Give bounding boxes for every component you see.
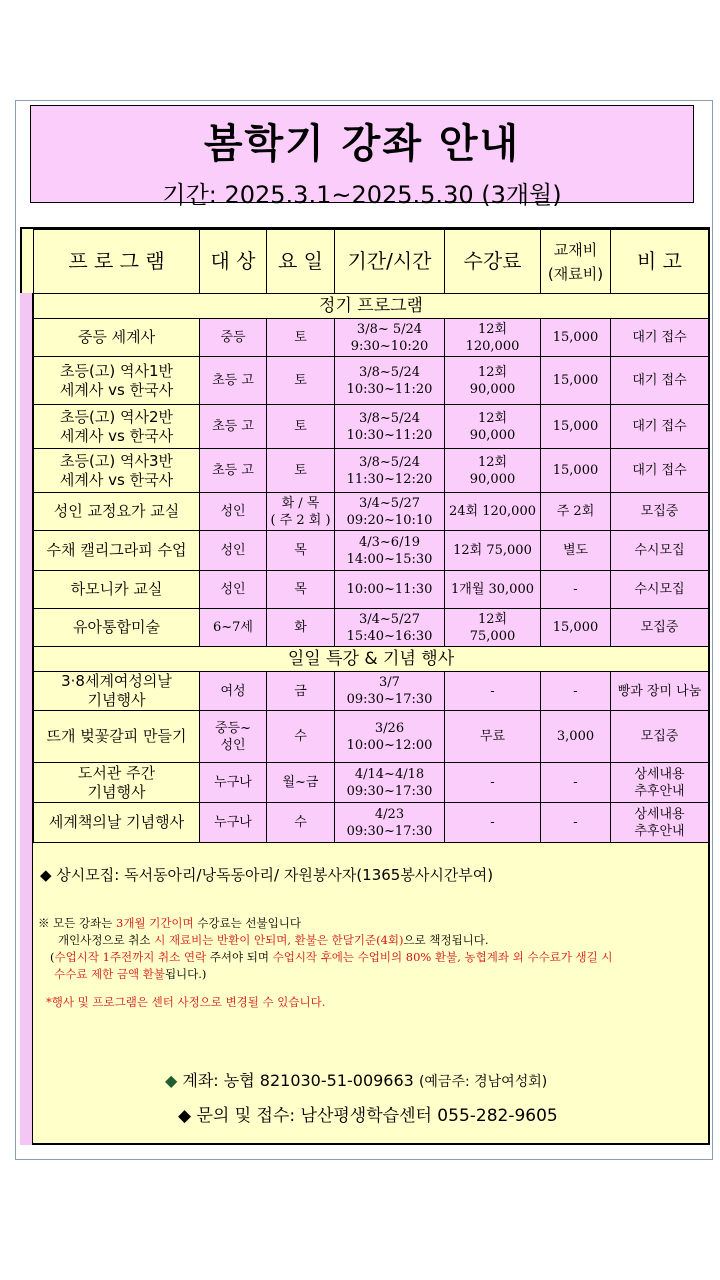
fee-cell-line: 24회 120,000 [449,504,536,519]
fee-cell [445,609,541,647]
contact-label: 문의 및 접수: 남산평생학습센터 055-282-9605 [191,1106,558,1126]
day-cell-line: 월~금 [282,775,319,790]
fee-cell [445,672,541,711]
target-cell-line: 성인 [220,737,246,753]
note-line-4: 수수료 제한 금액 환불됩니다.) [54,967,207,981]
program-name-line: 뜨개 벚꽃갈피 만들기 [46,727,187,745]
note-cell [611,319,709,357]
program-name-line: 세계책의날 기념행사 [48,813,185,831]
fee-cell-line: 무료 [479,729,506,744]
material-cell: - [541,571,611,609]
col-fee: 수강료 [445,230,541,294]
day-cell [267,493,335,531]
target-cell [200,803,267,843]
note-cell [611,449,709,493]
material-cell: 15,000 [541,357,611,405]
day-cell-line: 금 [294,683,307,699]
fee-cell [445,319,541,357]
col-material-line2: (재료비) [547,264,604,283]
note-cell [611,711,709,763]
time-cell-line: 3/26 [374,720,405,736]
col-note: 비 고 [611,230,709,294]
program-name-line: 수채 캘리그라피 수업 [46,541,187,559]
time-cell [335,609,445,647]
program-name-line: 세계사 vs 한국사 [59,426,174,445]
time-cell [335,672,445,711]
target-cell-line: 중등~ [214,720,251,736]
note-cell-line: 상세내용 [634,806,685,822]
fee-cell-line: 12회 75,000 [453,543,532,558]
day-cell-line: 토 [294,373,307,388]
note-cell-line: 모집중 [640,620,679,635]
program-name [34,493,200,531]
target-cell-line: 성인 [220,504,246,519]
day-cell-line: 수 [294,815,307,830]
table-row [34,449,709,493]
program-name [34,571,200,609]
note-cell-line: 대기 접수 [632,330,687,345]
time-cell-line: 11:30~12:20 [346,471,433,487]
target-cell [200,763,267,803]
table-row [34,493,709,531]
recruit-notice: ◆ 상시모집: 독서동아리/낭독동아리/ 자원봉사자(1365봉사시간부여) [40,866,494,884]
material-cell: - [541,763,611,803]
target-cell-line: 초등 고 [212,373,254,388]
target-cell-line: 초등 고 [212,463,254,478]
note-cell [611,672,709,711]
target-cell [200,405,267,449]
program-name [34,803,200,843]
bank-account [165,1068,547,1091]
note-cell [611,531,709,571]
fee-cell-line: 90,000 [469,381,516,397]
day-cell-line: 화 [294,620,307,635]
program-name-line: 유아통합미술 [73,618,160,636]
fee-cell-line: 12회 [477,611,508,627]
program-name [34,357,200,405]
material-cell: - [541,672,611,711]
fee-cell [445,357,541,405]
time-cell [335,357,445,405]
time-cell [335,531,445,571]
note-cell-line: 수시모집 [634,543,685,558]
material-cell: 15,000 [541,449,611,493]
day-cell [267,449,335,493]
time-cell [335,763,445,803]
program-name [34,449,200,493]
table-row [34,803,709,843]
day-cell [267,763,335,803]
day-cell-line: 토 [294,463,307,478]
material-cell: 15,000 [541,405,611,449]
diamond-icon: ◆ [178,1106,192,1126]
program-name [34,531,200,571]
target-cell [200,319,267,357]
time-cell [335,571,445,609]
note-cell-line: 모집중 [640,729,679,744]
fee-cell-line: 90,000 [469,427,516,443]
table-row [34,357,709,405]
time-cell-line: 3/8~5/24 [358,364,420,380]
time-cell-line: 10:00~12:00 [346,737,433,753]
note-cell-line: 모집중 [640,504,679,519]
program-name-line: 도서관 주간 [77,763,156,782]
fee-cell [445,803,541,843]
course-table [33,229,709,843]
section-row-special [34,647,709,672]
note-line-3: (수업시작 1주전까지 취소 연락 주셔야 되며 수업시작 후에는 수업비의 80% 환불, 농협계좌 외 수수료가 생길 시 [50,950,613,964]
time-cell-line: 10:00~11:30 [346,582,433,597]
material-cell: 별도 [541,531,611,571]
fee-cell-line: 1개월 30,000 [450,582,534,597]
day-cell-line: 목 [294,543,307,558]
program-name [34,711,200,763]
day-cell-line: 토 [294,330,307,345]
day-cell [267,672,335,711]
program-name-line: 초등(고) 역사1반 [60,361,173,380]
fee-cell-line: - [490,683,495,699]
note-cell [611,405,709,449]
program-name-line: 기념행사 [87,782,146,801]
material-cell: - [541,803,611,843]
note-line-1: ※ 모든 강좌는 3개월 기간이며 수강료는 선불입니다 [38,916,301,930]
time-cell-line: 3/8~5/24 [358,410,420,426]
target-cell [200,672,267,711]
time-cell-line: 9:30~10:20 [350,338,429,354]
material-cell: 주 2회 [541,493,611,531]
fee-cell [445,449,541,493]
day-cell-line: 수 [294,729,307,744]
section-regular-label: 정기 프로그램 [34,294,709,319]
fee-cell-line: - [490,815,495,830]
target-cell [200,571,267,609]
col-day: 요 일 [267,230,335,294]
target-cell-line: 누구나 [214,775,252,790]
fee-cell-line: 75,000 [469,628,516,644]
col-material [541,230,611,294]
target-cell-line: 누구나 [214,815,252,830]
target-cell [200,449,267,493]
program-name [34,609,200,647]
target-cell-line: 중등 [220,330,246,345]
time-cell-line: 3/8~5/24 [358,454,420,470]
policy-notes [38,915,698,983]
day-cell [267,531,335,571]
table-row [34,609,709,647]
fee-cell-line: 12회 [477,321,508,337]
day-cell-line: 토 [294,419,307,434]
fee-cell-line: 12회 [477,454,508,470]
time-cell-line: 09:30~17:30 [346,783,433,799]
material-cell: 3,000 [541,711,611,763]
table-row [34,531,709,571]
fee-cell [445,711,541,763]
target-cell-line: 성인 [220,582,246,597]
day-cell [267,405,335,449]
time-cell-line: 09:30~17:30 [346,823,433,839]
note-cell-line: 추후안내 [634,823,685,839]
time-cell-line: 15:40~16:30 [346,628,433,644]
time-cell-line: 10:30~11:20 [346,427,433,443]
table-row [34,405,709,449]
title-banner [30,105,694,209]
time-cell-line: 4/3~6/19 [358,534,420,550]
program-name-line: 기념행사 [87,691,146,709]
day-cell-line: 목 [294,582,307,597]
time-cell [335,319,445,357]
col-material-line1: 교재비 [553,240,598,259]
col-target: 대 상 [200,230,267,294]
note-cell-line: 추후안내 [634,783,685,799]
fee-cell [445,763,541,803]
time-cell-line: 3/4~5/27 [358,495,420,511]
col-period-time: 기간/시간 [335,230,445,294]
fee-cell [445,493,541,531]
fee-cell-line: 12회 [477,410,508,426]
program-name-line: 세계사 vs 한국사 [59,470,174,489]
time-cell [335,449,445,493]
program-name [34,763,200,803]
fee-cell-line: 120,000 [465,338,520,354]
target-cell-line: 6~7세 [213,620,253,635]
fee-cell-line: 90,000 [469,471,516,487]
section-row-regular [34,294,709,319]
note-cell-line: 대기 접수 [632,373,687,388]
time-cell [335,493,445,531]
fee-cell-line: - [490,775,495,790]
program-name-line: 성인 교정요가 교실 [53,502,180,520]
program-name-line: 세계사 vs 한국사 [59,380,174,399]
day-cell [267,711,335,763]
note-cell [611,763,709,803]
note-cell-line: 대기 접수 [632,463,687,478]
diamond-icon: ◆ [165,1071,178,1090]
program-name [34,672,200,711]
table-row [34,571,709,609]
fee-cell [445,571,541,609]
material-cell: 15,000 [541,609,611,647]
contact-info [178,1101,558,1126]
section-special-label: 일일 특강 & 기념 행사 [34,647,709,672]
time-cell-line: 09:20~10:10 [346,512,433,528]
time-cell [335,405,445,449]
time-cell-line: 3/4~5/27 [358,611,420,627]
table-row [34,672,709,711]
fee-cell-line: 12회 [477,364,508,380]
time-cell-line: 3/7 [379,675,400,690]
note-cell [611,609,709,647]
target-cell [200,493,267,531]
table-row [34,319,709,357]
day-cell [267,357,335,405]
program-name [34,405,200,449]
target-cell [200,609,267,647]
note-cell-line: 수시모집 [634,582,685,597]
target-cell [200,357,267,405]
fee-cell [445,531,541,571]
col-program: 프 로 그 램 [34,230,200,294]
time-cell-line: 4/14~4/18 [354,766,425,782]
day-cell [267,609,335,647]
note-cell-line: 빵과 장미 나눔 [617,683,702,699]
day-cell [267,803,335,843]
note-cell [611,571,709,609]
time-cell-line: 3/8~ 5/24 [356,321,423,337]
table-header-row [34,230,709,294]
table-row [34,763,709,803]
account-label: 계좌: 농협 821030-51-009663 [177,1071,419,1090]
target-cell [200,531,267,571]
target-cell [200,711,267,763]
program-name-line: 하모니카 교실 [70,580,163,598]
time-cell-line: 10:30~11:20 [346,381,433,397]
day-cell [267,319,335,357]
target-cell-line: 여성 [220,683,246,699]
program-name-line: 초등(고) 역사2반 [60,407,173,426]
program-name-line: 3·8세계여성의날 [61,672,172,690]
note-cell [611,357,709,405]
target-cell-line: 초등 고 [212,419,254,434]
time-cell-line: 09:30~17:30 [346,692,433,707]
time-cell [335,803,445,843]
time-cell-line: 14:00~15:30 [346,551,433,567]
note-cell [611,493,709,531]
left-accent-bar [20,293,33,1145]
program-name-line: 초등(고) 역사3반 [60,451,173,470]
note-cell-line: 상세내용 [634,766,685,782]
note-line-2: 개인사정으로 취소 시 재료비는 반환이 안되며, 환불은 한달기준(4회)으로 책정됩니다. [58,933,489,947]
material-cell: 15,000 [541,319,611,357]
program-name [34,319,200,357]
day-cell-line: 화 / 목 [281,495,320,511]
fee-cell [445,405,541,449]
day-cell [267,571,335,609]
page-title: 봄학기 강좌 안내 [203,121,521,167]
period-subtitle: 기간: 2025.3.1~2025.5.30 (3개월) [162,181,562,209]
note-cell [611,803,709,843]
time-cell-line: 4/23 [374,806,405,822]
program-name-line: 중등 세계사 [77,328,156,346]
account-holder: (예금주: 경남여성회) [418,1074,548,1090]
day-cell-line: ( 주 2 회 ) [270,512,331,528]
note-cell-line: 대기 접수 [632,419,687,434]
change-warning: *행사 및 프로그램은 센터 사정으로 변경될 수 있습니다. [46,995,326,1009]
time-cell [335,711,445,763]
target-cell-line: 성인 [220,543,246,558]
table-row [34,711,709,763]
